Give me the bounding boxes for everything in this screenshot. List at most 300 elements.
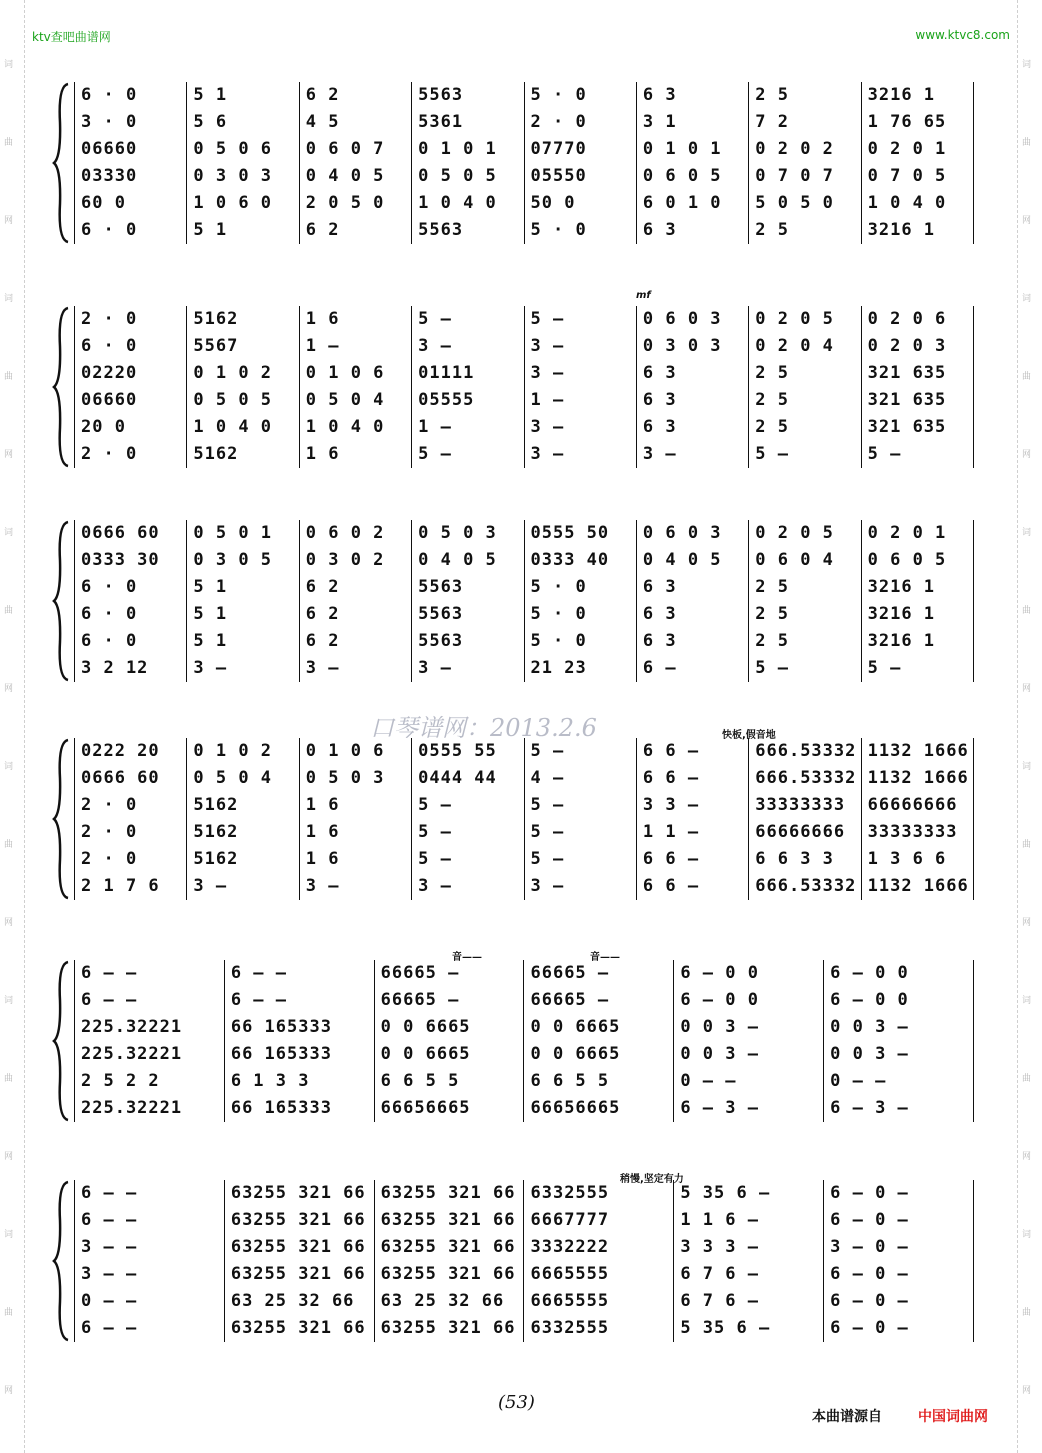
side-watermark-char: 曲	[1022, 840, 1032, 850]
measure-cell: 6 · 0	[74, 82, 186, 109]
measure-cell: 7 2	[748, 109, 860, 136]
measure-cell: 0555 50	[524, 520, 636, 547]
measure-cell: 5 —	[748, 441, 860, 468]
measure-cell: 6 · 0	[74, 333, 186, 360]
measure-cell: 66656665	[374, 1095, 524, 1122]
measure-cell: 20 0	[74, 414, 186, 441]
measure-cell: 5162	[186, 441, 298, 468]
score-row	[74, 873, 974, 900]
measure-cell: 3332222	[523, 1234, 673, 1261]
measure-cell: 1 0 4 0	[186, 414, 298, 441]
measure-cell: 0 4 0 5	[299, 163, 411, 190]
score-row	[74, 765, 974, 792]
side-watermark-char: 曲	[4, 372, 14, 382]
measure-cell: 1132 1666	[861, 738, 974, 765]
measure-cell: 6 6 5 5	[374, 1068, 524, 1095]
measure-cell: 1 1 —	[636, 819, 748, 846]
measure-cell: 05550	[524, 163, 636, 190]
side-watermark-char: 曲	[4, 606, 14, 616]
measure-cell: 6 — —	[74, 1180, 224, 1207]
measure-cell: 0 4 0 5	[411, 547, 523, 574]
measure-cell: 6 — 3 —	[823, 1095, 974, 1122]
score-row	[74, 960, 974, 987]
measure-cell: 66665 —	[374, 987, 524, 1014]
measure-cell: 6 — 0 —	[823, 1288, 974, 1315]
measure-cell: 2 5	[748, 82, 860, 109]
measure-cell: 66666666	[748, 819, 860, 846]
measure-cell: 5 1	[186, 601, 298, 628]
side-watermark-char: 网	[4, 684, 14, 694]
measure-cell: 5 —	[411, 306, 523, 333]
measure-cell: 2 5	[748, 414, 860, 441]
measure-cell: 5 —	[524, 846, 636, 873]
measure-cell: 3216 1	[861, 628, 974, 655]
measure-cell: 1 6	[299, 792, 411, 819]
measure-cell: 5 · 0	[524, 601, 636, 628]
score-row	[74, 1288, 974, 1315]
measure-cell: 0666 60	[74, 520, 186, 547]
measure-cell: 06660	[74, 136, 186, 163]
measure-cell: 6 — 0 0	[673, 960, 823, 987]
measure-cell: 0 0 3 —	[673, 1014, 823, 1041]
measure-cell: 63255 321 66	[224, 1180, 374, 1207]
measure-cell: 0444 44	[411, 765, 523, 792]
score-system	[52, 306, 974, 468]
measure-cell: 5563	[411, 574, 523, 601]
measure-cell: 225.32221	[74, 1014, 224, 1041]
measure-cell: 1 6	[299, 441, 411, 468]
measure-cell: 0 6 0 3	[636, 520, 748, 547]
measure-cell: 0 5 0 1	[186, 520, 298, 547]
measure-cell: 6 3	[636, 387, 748, 414]
measure-cell: 0 5 0 3	[411, 520, 523, 547]
measure-cell: 0333 30	[74, 547, 186, 574]
measure-cell: 0 0 3 —	[823, 1041, 974, 1068]
measure-cell: 5162	[186, 792, 298, 819]
measure-cell: 6 3	[636, 414, 748, 441]
score-row	[74, 333, 974, 360]
measure-cell: 3 —	[524, 414, 636, 441]
measure-cell: 5 —	[748, 655, 860, 682]
side-watermark-char: 网	[4, 918, 14, 928]
sing-marking-2: 音——	[590, 952, 620, 963]
measure-cell: 6 2	[299, 82, 411, 109]
measure-cell: 0 5 0 5	[411, 163, 523, 190]
measure-cell: 225.32221	[74, 1095, 224, 1122]
measure-cell: 63255 321 66	[374, 1261, 524, 1288]
measure-cell: 60 0	[74, 190, 186, 217]
measure-cell: 5 —	[411, 792, 523, 819]
measure-cell: 3216 1	[861, 574, 974, 601]
measure-cell: 3 1	[636, 109, 748, 136]
measure-cell: 6665555	[523, 1261, 673, 1288]
score-row	[74, 414, 974, 441]
measure-cell: 5 · 0	[524, 628, 636, 655]
side-watermark-char: 词	[4, 528, 14, 538]
score-row	[74, 1234, 974, 1261]
measure-cell: 3 —	[186, 873, 298, 900]
measure-cell: 6 6 5 5	[523, 1068, 673, 1095]
measure-cell: 0 5 0 5	[186, 387, 298, 414]
measure-cell: 3216 1	[861, 601, 974, 628]
score-row	[74, 1041, 974, 1068]
measure-cell: 1 —	[411, 414, 523, 441]
measure-cell: 02220	[74, 360, 186, 387]
measure-cell: 0 6 0 2	[299, 520, 411, 547]
score-row	[74, 190, 974, 217]
side-watermark-char: 网	[4, 1152, 14, 1162]
measure-cell: 6 6 —	[636, 738, 748, 765]
measure-cell: 5 —	[524, 306, 636, 333]
measure-cell: 0 5 0 4	[299, 387, 411, 414]
measure-cell: 6 3	[636, 601, 748, 628]
measure-cell: 5 1	[186, 574, 298, 601]
score-row	[74, 846, 974, 873]
measure-cell: 666.53332	[748, 765, 860, 792]
measure-cell: 0 3 0 5	[186, 547, 298, 574]
score-row	[74, 655, 974, 682]
measure-cell: 6 — 0 0	[823, 987, 974, 1014]
footer-source-site: 中国词曲网	[918, 1409, 988, 1425]
measure-cell: 6 — —	[74, 1315, 224, 1342]
score-row	[74, 306, 974, 333]
measure-cell: 63255 321 66	[224, 1207, 374, 1234]
dynamic-marking: mf	[636, 290, 651, 301]
measure-cell: 0 2 0 1	[861, 520, 974, 547]
measure-cell: 6 — —	[74, 1207, 224, 1234]
measure-cell: 6 1 3 3	[224, 1068, 374, 1095]
measure-cell: 2 · 0	[74, 819, 186, 846]
tempo-marking-1: 快板,假音地	[722, 730, 776, 741]
measure-cell: 1132 1666	[861, 765, 974, 792]
score-row	[74, 1068, 974, 1095]
score-row	[74, 1095, 974, 1122]
measure-cell: 6332555	[523, 1315, 673, 1342]
measure-cell: 1 —	[299, 333, 411, 360]
measure-cell: 3 —	[411, 333, 523, 360]
measure-cell: 1 76 65	[861, 109, 974, 136]
side-watermark-char: 词	[1022, 762, 1032, 772]
measure-cell: 01111	[411, 360, 523, 387]
measure-cell: 6 — 0 —	[823, 1180, 974, 1207]
measure-cell: 2 1 7 6	[74, 873, 186, 900]
measure-cell: 6 2	[299, 217, 411, 244]
measure-cell: 6 · 0	[74, 601, 186, 628]
side-watermark-char: 网	[1022, 684, 1032, 694]
measure-cell: 0 3 0 3	[636, 333, 748, 360]
score-row	[74, 1180, 974, 1207]
measure-cell: 0 1 0 1	[636, 136, 748, 163]
measure-cell: 3 — 0 —	[823, 1234, 974, 1261]
measure-cell: 66 165333	[224, 1014, 374, 1041]
score-system	[52, 738, 974, 900]
tempo-marking-2: 稍慢,坚定有力	[620, 1174, 684, 1185]
measure-cell: 0 — —	[74, 1288, 224, 1315]
measure-cell: 3 —	[524, 360, 636, 387]
measure-cell: 3 · 0	[74, 109, 186, 136]
measure-cell: 5 —	[411, 441, 523, 468]
measure-cell: 6 — 0 —	[823, 1207, 974, 1234]
system-brace	[52, 306, 72, 468]
measure-cell: 0 1 0 6	[299, 738, 411, 765]
measure-cell: 66665 —	[523, 960, 673, 987]
score-row	[74, 628, 974, 655]
measure-cell: 0666 60	[74, 765, 186, 792]
measure-cell: 0333 40	[524, 547, 636, 574]
measure-cell: 33333333	[748, 792, 860, 819]
measure-cell: 63 25 32 66	[374, 1288, 524, 1315]
measure-cell: 4 5	[299, 109, 411, 136]
measure-cell: 3 — —	[74, 1234, 224, 1261]
measure-cell: 0 6 0 4	[748, 547, 860, 574]
measure-cell: 3 —	[186, 655, 298, 682]
measure-cell: 6 7 6 —	[673, 1288, 823, 1315]
system-brace	[52, 960, 72, 1122]
score-row	[74, 520, 974, 547]
side-watermark-char: 词	[4, 60, 14, 70]
measure-cell: 6 2	[299, 574, 411, 601]
measure-cell: 5162	[186, 306, 298, 333]
measure-cell: 6 6 —	[636, 765, 748, 792]
measure-cell: 1 0 4 0	[411, 190, 523, 217]
side-watermark-char: 词	[4, 1230, 14, 1240]
measure-cell: 0 7 0 5	[861, 163, 974, 190]
measure-cell: 5 —	[411, 846, 523, 873]
measure-cell: 0 5 0 4	[186, 765, 298, 792]
measure-cell: 6 · 0	[74, 574, 186, 601]
measure-cell: 3 —	[411, 655, 523, 682]
measure-cell: 0 — —	[673, 1068, 823, 1095]
side-watermark-char: 曲	[4, 840, 14, 850]
measure-cell: 63 25 32 66	[224, 1288, 374, 1315]
side-watermark-char: 曲	[4, 1308, 14, 1318]
side-watermark-char: 曲	[1022, 1308, 1032, 1318]
side-watermark-char: 网	[1022, 450, 1032, 460]
measure-cell: 3 3 3 —	[673, 1234, 823, 1261]
system-brace	[52, 520, 72, 682]
side-watermark-char: 网	[1022, 216, 1032, 226]
measure-cell: 0 7 0 7	[748, 163, 860, 190]
score-row	[74, 1207, 974, 1234]
side-watermark-char: 词	[1022, 528, 1032, 538]
measure-cell: 63255 321 66	[374, 1315, 524, 1342]
measure-cell: 0 6 0 5	[636, 163, 748, 190]
measure-cell: 6 — —	[224, 960, 374, 987]
measure-cell: 5162	[186, 819, 298, 846]
measure-cell: 66 165333	[224, 1095, 374, 1122]
score-row	[74, 987, 974, 1014]
measure-cell: 03330	[74, 163, 186, 190]
measure-cell: 0 0 6665	[374, 1014, 524, 1041]
measure-cell: 0 1 0 2	[186, 738, 298, 765]
measure-cell: 1 6	[299, 819, 411, 846]
measure-cell: 6 3	[636, 82, 748, 109]
measure-cell: 1 0 4 0	[299, 414, 411, 441]
measure-cell: 666.53332	[748, 738, 860, 765]
measure-cell: 6 · 0	[74, 628, 186, 655]
measure-cell: 1 0 4 0	[861, 190, 974, 217]
measure-cell: 5 1	[186, 628, 298, 655]
measure-cell: 6 3	[636, 217, 748, 244]
side-watermark-char: 网	[4, 216, 14, 226]
right-margin-strip	[1017, 0, 1042, 1453]
measure-cell: 5 35 6 —	[673, 1180, 823, 1207]
measure-cell: 0 6 0 5	[861, 547, 974, 574]
measure-cell: 5 —	[861, 655, 974, 682]
measure-cell: 0 0 6665	[523, 1014, 673, 1041]
measure-cell: 6 0 1 0	[636, 190, 748, 217]
score-row	[74, 1261, 974, 1288]
measure-cell: 63255 321 66	[374, 1180, 524, 1207]
measure-cell: 1 6	[299, 846, 411, 873]
measure-cell: 4 —	[524, 765, 636, 792]
measure-cell: 2 5	[748, 601, 860, 628]
measure-cell: 2 5	[748, 387, 860, 414]
side-watermark-char: 网	[4, 450, 14, 460]
measure-cell: 5563	[411, 217, 523, 244]
side-watermark-char: 网	[4, 1386, 14, 1396]
measure-cell: 2 · 0	[74, 792, 186, 819]
side-watermark-char: 曲	[1022, 606, 1032, 616]
score-system	[52, 960, 974, 1122]
measure-cell: 0 1 0 1	[411, 136, 523, 163]
score-row	[74, 441, 974, 468]
measure-cell: 0 2 0 5	[748, 520, 860, 547]
measure-cell: 66665 —	[523, 987, 673, 1014]
measure-cell: 1 —	[524, 387, 636, 414]
measure-cell: 5162	[186, 846, 298, 873]
measure-cell: 5 —	[411, 819, 523, 846]
measure-cell: 5 · 0	[524, 82, 636, 109]
system-rows	[74, 306, 974, 468]
measure-cell: 6 — 0 —	[823, 1315, 974, 1342]
score-row	[74, 360, 974, 387]
side-watermark-char: 词	[1022, 294, 1032, 304]
measure-cell: 3216 1	[861, 82, 974, 109]
measure-cell: 0 2 0 3	[861, 333, 974, 360]
score-row	[74, 163, 974, 190]
measure-cell: 6 2	[299, 628, 411, 655]
measure-cell: 6665555	[523, 1288, 673, 1315]
measure-cell: 0 6 0 7	[299, 136, 411, 163]
side-watermark-char: 词	[4, 996, 14, 1006]
measure-cell: 5 —	[524, 792, 636, 819]
score-row	[74, 547, 974, 574]
system-brace	[52, 1180, 72, 1342]
measure-cell: 6332555	[523, 1180, 673, 1207]
measure-cell: 3 —	[524, 441, 636, 468]
measure-cell: 5 6	[186, 109, 298, 136]
side-watermark-char: 网	[1022, 918, 1032, 928]
measure-cell: 0 2 0 1	[861, 136, 974, 163]
measure-cell: 07770	[524, 136, 636, 163]
measure-cell: 0 0 6665	[523, 1041, 673, 1068]
system-rows	[74, 520, 974, 682]
score-row	[74, 601, 974, 628]
measure-cell: 5563	[411, 628, 523, 655]
measure-cell: 5 · 0	[524, 574, 636, 601]
system-brace	[52, 82, 72, 244]
score-row	[74, 1014, 974, 1041]
measure-cell: 5 —	[524, 819, 636, 846]
system-brace	[52, 738, 72, 900]
measure-cell: 2 · 0	[74, 306, 186, 333]
measure-cell: 3 — —	[74, 1261, 224, 1288]
side-watermark-char: 词	[1022, 996, 1032, 1006]
measure-cell: 3 —	[524, 873, 636, 900]
measure-cell: 05555	[411, 387, 523, 414]
measure-cell: 5 35 6 —	[673, 1315, 823, 1342]
measure-cell: 6 — —	[224, 987, 374, 1014]
measure-cell: 225.32221	[74, 1041, 224, 1068]
measure-cell: 0 2 0 6	[861, 306, 974, 333]
measure-cell: 63255 321 66	[224, 1315, 374, 1342]
measure-cell: 0 2 0 2	[748, 136, 860, 163]
measure-cell: 321 635	[861, 360, 974, 387]
score-row	[74, 574, 974, 601]
measure-cell: 5361	[411, 109, 523, 136]
measure-cell: 0222 20	[74, 738, 186, 765]
measure-cell: 3 —	[411, 873, 523, 900]
measure-cell: 0555 55	[411, 738, 523, 765]
measure-cell: 5 —	[861, 441, 974, 468]
score-system	[52, 520, 974, 682]
measure-cell: 66666666	[861, 792, 974, 819]
measure-cell: 6 6 3 3	[748, 846, 860, 873]
measure-cell: 0 0 6665	[374, 1041, 524, 1068]
score-row	[74, 136, 974, 163]
measure-cell: 1 3 6 6	[861, 846, 974, 873]
footer-source-label: 本曲谱源自	[812, 1409, 882, 1425]
side-watermark-char: 词	[1022, 60, 1032, 70]
side-watermark-char: 词	[4, 294, 14, 304]
system-rows	[74, 960, 974, 1122]
measure-cell: 6 3	[636, 574, 748, 601]
measure-cell: 5 0 5 0	[748, 190, 860, 217]
side-watermark-char: 曲	[1022, 372, 1032, 382]
measure-cell: 21 23	[524, 655, 636, 682]
watermark: 口琴谱网：2013.2.6	[370, 714, 597, 742]
score-system	[52, 82, 974, 244]
measure-cell: 0 3 0 2	[299, 547, 411, 574]
measure-cell: 2 5 2 2	[74, 1068, 224, 1095]
measure-cell: 6 · 0	[74, 217, 186, 244]
measure-cell: 50 0	[524, 190, 636, 217]
measure-cell: 2 · 0	[524, 109, 636, 136]
measure-cell: 6 — —	[74, 960, 224, 987]
measure-cell: 6 3	[636, 628, 748, 655]
measure-cell: 5567	[186, 333, 298, 360]
measure-cell: 0 5 0 6	[186, 136, 298, 163]
measure-cell: 6 7 6 —	[673, 1261, 823, 1288]
measure-cell: 33333333	[861, 819, 974, 846]
measure-cell: 2 · 0	[74, 846, 186, 873]
measure-cell: 0 1 0 6	[299, 360, 411, 387]
side-watermark-char: 曲	[1022, 138, 1032, 148]
measure-cell: 3216 1	[861, 217, 974, 244]
measure-cell: 2 · 0	[74, 441, 186, 468]
sing-marking-1: 音——	[452, 952, 482, 963]
measure-cell: 5 1	[186, 82, 298, 109]
measure-cell: 3 3 —	[636, 792, 748, 819]
score-row	[74, 1315, 974, 1342]
measure-cell: 6 —	[636, 655, 748, 682]
measure-cell: 6 6 —	[636, 873, 748, 900]
score-row	[74, 819, 974, 846]
page-number: (53)	[498, 1392, 535, 1413]
measure-cell: 66656665	[523, 1095, 673, 1122]
measure-cell: 0 — —	[823, 1068, 974, 1095]
